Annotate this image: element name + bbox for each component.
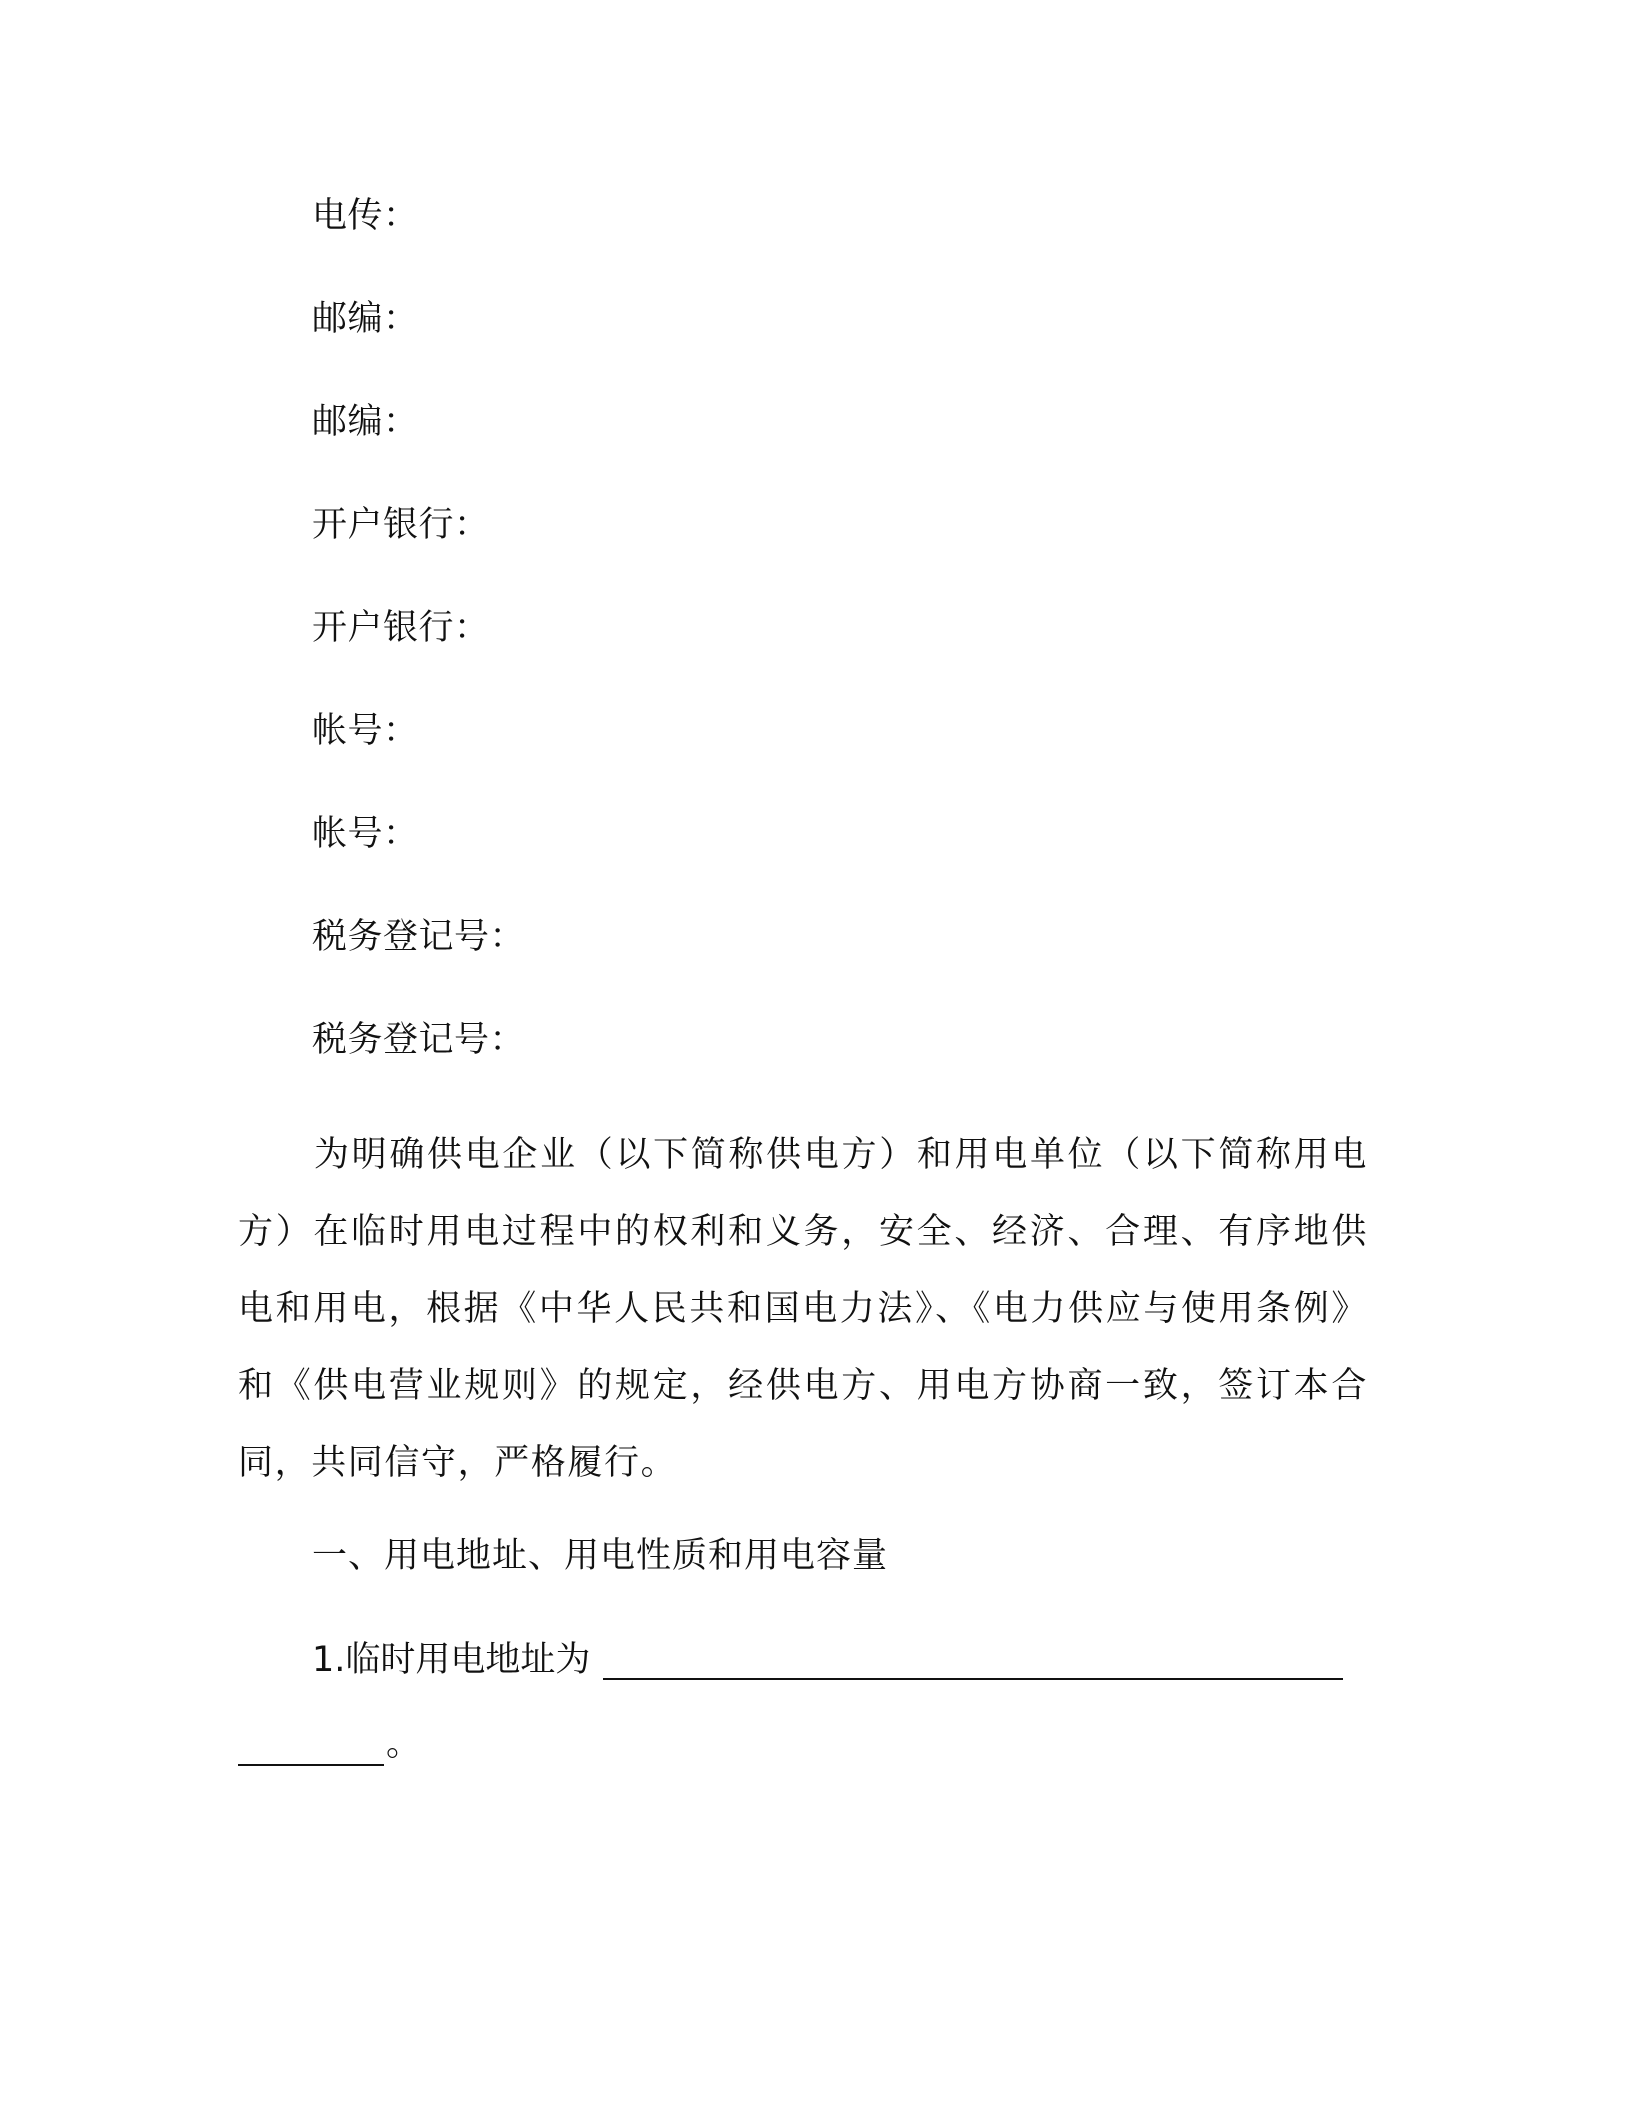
- tax-id-label-1: 税务登记号：: [312, 917, 526, 957]
- account-label-2: 帐号：: [312, 814, 419, 854]
- postcode-label-2: 邮编：: [312, 402, 419, 442]
- address-blank-line-continued: [238, 1730, 384, 1766]
- bank-label-1: 开户银行：: [312, 505, 490, 545]
- intro-paragraph: 为明确供电企业（以下简称供电方）和用电单位（以下简称用电方）在临时用电过程中的权利和义务，安全、经济、合理、有序地供电和用电，根据《中华人民共和国电力法》、《电力供应与使用条例》和《供电营业规则》的规定，经供电方、用电方协商一致，签订本合同，共同信守，严格履行。: [238, 1135, 1368, 1483]
- bank-label-2: 开户银行：: [312, 608, 490, 648]
- tax-id-label-2: 税务登记号：: [312, 1020, 526, 1060]
- clause-1-label: 1.临时用电地址为: [312, 1640, 591, 1680]
- account-label-1: 帐号：: [312, 711, 419, 751]
- address-blank-line: [603, 1678, 1343, 1680]
- clause-1-continuation: [238, 1722, 421, 1766]
- postcode-label-1: 邮编：: [312, 299, 419, 339]
- clause-1-end-mark: 。: [386, 1724, 422, 1764]
- section-heading-1: 一、用电地址、用电性质和用电容量: [312, 1536, 889, 1576]
- fax-label: 电传：: [312, 196, 419, 236]
